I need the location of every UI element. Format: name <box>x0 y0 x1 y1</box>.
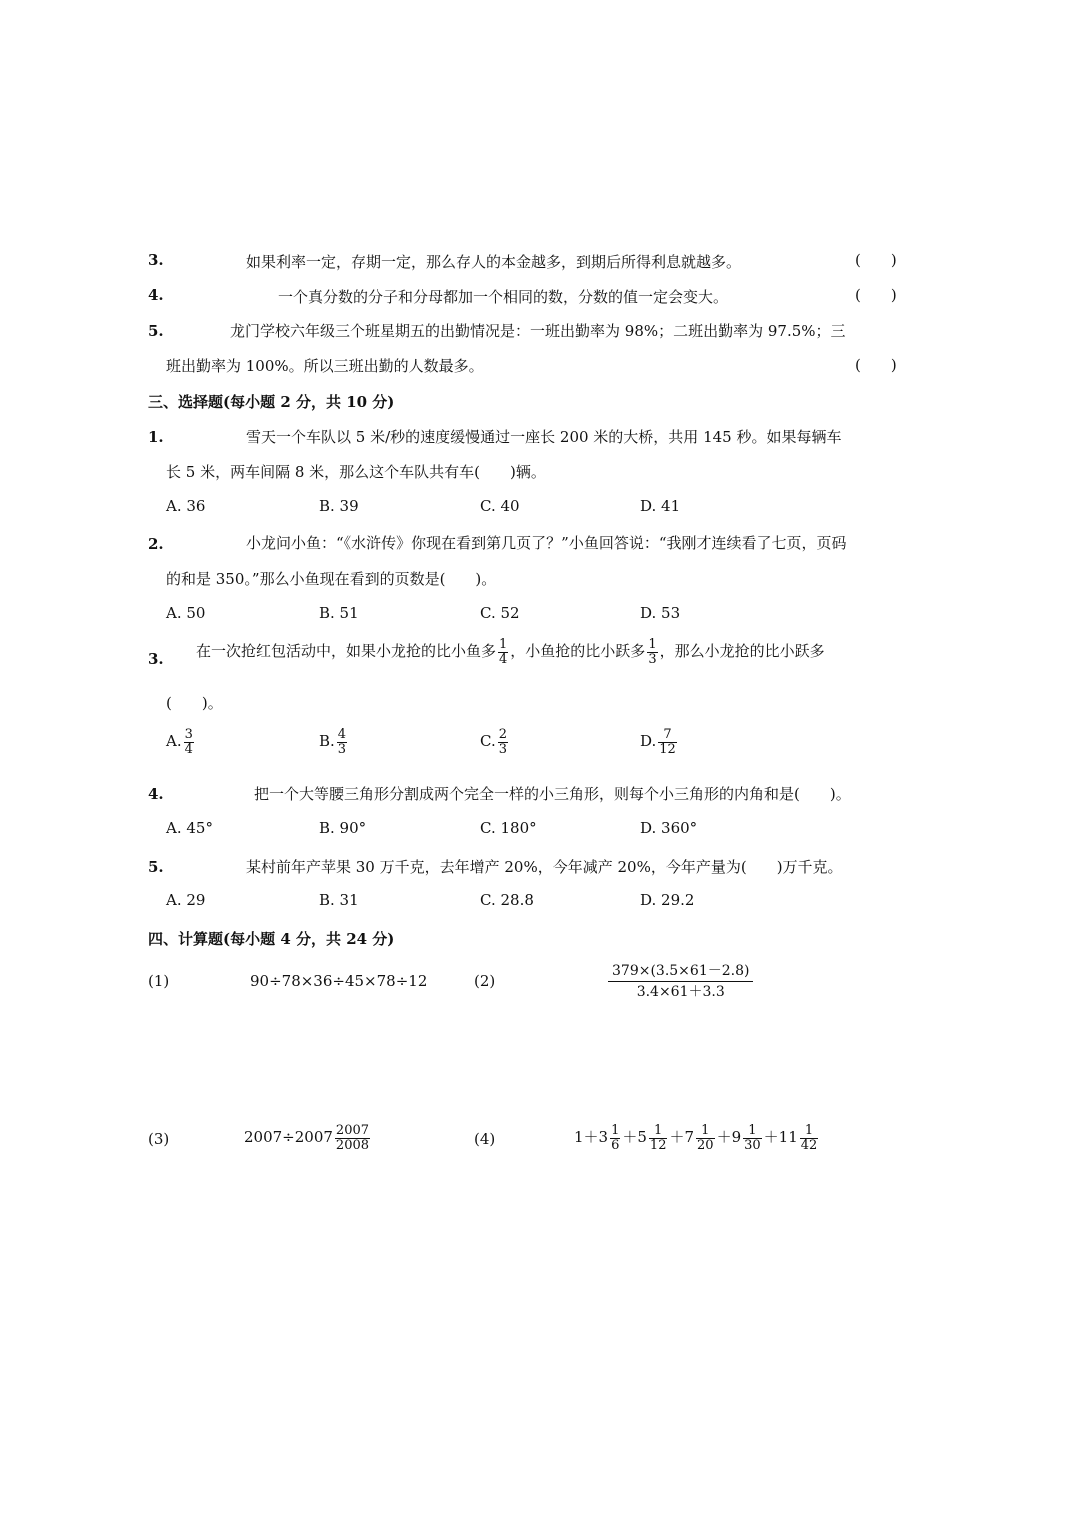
choice-q2-option-a: A. 50 <box>166 604 206 622</box>
calc-p2-fraction <box>608 962 753 1001</box>
judge-q3-text: 如果利率一定，存期一定，那么存人的本金越多，到期后所得利息就越多。 <box>246 253 742 271</box>
calc-p3-fraction: $\frac{2007}{2008}$ <box>335 1123 370 1153</box>
choice-q2-option-d: D. 53 <box>640 604 681 622</box>
judge-q5-answer-blank: ( ) <box>855 356 897 374</box>
judge-q4-number: 4. <box>148 286 164 304</box>
choice-q4-number: 4. <box>148 785 164 803</box>
choice-q3-text-part3: ，那么小龙抢的比小跃多 <box>659 642 825 661</box>
choice-q3-fraction-1: $\frac{1}{4}$ <box>499 637 508 667</box>
choice-q4-option-b: B. 90° <box>319 819 367 837</box>
choice-q1-option-a: A. 36 <box>166 497 206 515</box>
choice-q2-option-c: C. 52 <box>480 604 520 622</box>
calc-p3-label: (3) <box>148 1130 170 1148</box>
choice-q3-option-a: A. $\frac{3}{4}$ <box>166 727 193 757</box>
choice-q3-option-b: B. $\frac{4}{3}$ <box>319 727 347 757</box>
judge-q5-line2: 班出勤率为 100%。所以三班出勤的人数最多。 <box>166 357 484 375</box>
choice-q4-option-c: C. 180° <box>480 819 537 837</box>
judge-q4-answer-blank: ( ) <box>855 286 897 304</box>
choice-q2-option-b: B. 51 <box>319 604 359 622</box>
calc-p2-label: (2) <box>474 972 496 990</box>
choice-q2-line2: 的和是 350。”那么小鱼现在看到的页数是( )。 <box>166 570 497 588</box>
choice-q1-option-b: B. 39 <box>319 497 359 515</box>
choice-q2-line1: 小龙问小鱼：“《水浒传》你现在看到第几页了？”小鱼回答说：“我刚才连续看了七页，页码 <box>246 534 847 552</box>
calc-p2-denominator: 3.4×61＋3.3 <box>636 984 725 1001</box>
choice-q1-number: 1. <box>148 428 164 446</box>
judge-q4-text: 一个真分数的分子和分母都加一个相同的数，分数的值一定会变大。 <box>278 288 729 306</box>
choice-q1-line2: 长 5 米，两车间隔 8 米，那么这个车队共有车( )辆。 <box>166 463 546 481</box>
choice-q1-line1: 雪天一个车队以 5 米/秒的速度缓慢通过一座长 200 米的大桥，共用 145 秒。如果每辆车 <box>246 428 842 446</box>
choice-q5-number: 5. <box>148 858 164 876</box>
choice-q3-text-part1: 在一次抢红包活动中，如果小龙抢的比小鱼多 <box>196 642 497 661</box>
calc-p4-label: (4) <box>474 1130 496 1148</box>
choice-q5-option-d: D. 29.2 <box>640 891 695 909</box>
choice-q4-option-d: D. 360° <box>640 819 698 837</box>
judge-q3-number: 3. <box>148 251 164 269</box>
calc-p3-expression: 2007÷2007 $\frac{2007}{2008}$ <box>244 1123 370 1153</box>
choice-q3-line1 <box>196 638 825 666</box>
section4-title: 四、计算题(每小题 4 分，共 24 分) <box>148 930 395 948</box>
choice-q3-fraction-2: $\frac{1}{3}$ <box>648 637 657 667</box>
choice-q3-number: 3. <box>148 650 164 668</box>
judge-q5-line1: 龙门学校六年级三个班星期五的出勤情况是：一班出勤率为 98%；二班出勤率为 97.5%；三 <box>230 322 846 340</box>
calc-p1-expression: 90÷78×36÷45×78÷12 <box>250 972 428 990</box>
calc-p4-expression: 1＋3 $\frac{1}{6}$ ＋5 $\frac{1}{12}$ ＋7 $\frac{1}{20}$ ＋9 $\frac{1}{30}$ ＋11 $\frac{1}{42}$ <box>574 1123 818 1153</box>
choice-q1-option-d: D. 41 <box>640 497 681 515</box>
calc-p1-label: (1) <box>148 972 170 990</box>
choice-q4-text: 把一个大等腰三角形分割成两个完全一样的小三角形，则每个小三角形的内角和是( )。 <box>254 785 851 803</box>
choice-q3-text-part2: ，小鱼抢的比小跃多 <box>510 642 646 661</box>
choice-q1-option-c: C. 40 <box>480 497 520 515</box>
calc-p2-numerator: 379×(3.5×61－2.8) <box>608 962 753 982</box>
section3-title: 三、选择题(每小题 2 分，共 10 分) <box>148 393 395 411</box>
judge-q3-answer-blank: ( ) <box>855 251 897 269</box>
choice-q3-option-c: C. $\frac{2}{3}$ <box>480 727 507 757</box>
choice-q5-option-b: B. 31 <box>319 891 359 909</box>
choice-q5-option-a: A. 29 <box>166 891 206 909</box>
judge-q5-number: 5. <box>148 322 164 340</box>
choice-q5-option-c: C. 28.8 <box>480 891 534 909</box>
choice-q3-line2: ( )。 <box>166 694 223 712</box>
choice-q3-option-d: D. $\frac{7}{12}$ <box>640 727 676 757</box>
choice-q4-option-a: A. 45° <box>166 819 213 837</box>
choice-q5-text: 某村前年产苹果 30 万千克，去年增产 20%，今年减产 20%，今年产量为( )万千克。 <box>246 858 843 876</box>
choice-q2-number: 2. <box>148 535 164 553</box>
